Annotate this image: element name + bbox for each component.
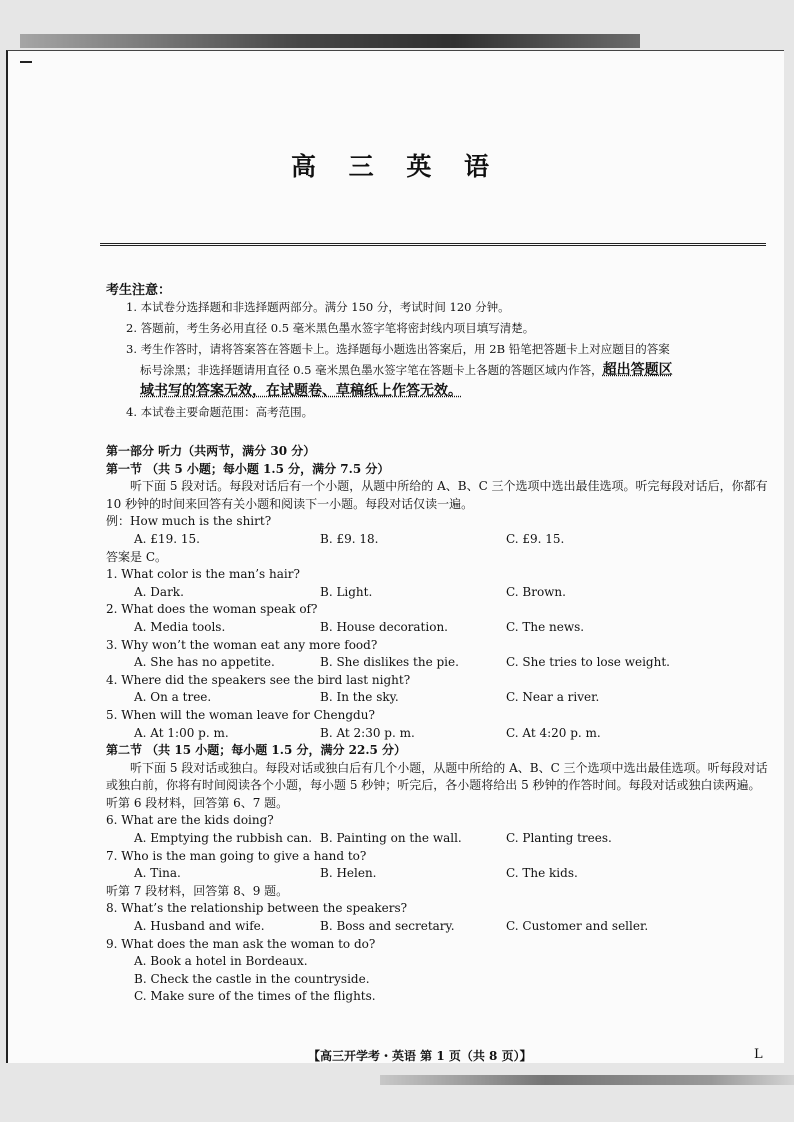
notice-heading: 考生注意： [106, 283, 172, 298]
option-b: B. Painting on the wall. [320, 831, 462, 846]
question-options [106, 584, 774, 602]
question-options [106, 865, 774, 883]
scan-shadow-top [20, 34, 640, 48]
notice-item [126, 381, 776, 402]
material-label: 听第 6 段材料，回答第 6、7 题。 [106, 795, 289, 810]
notice-emphasis: 域书写的答案无效，在试题卷、草稿纸上作答无效。 [140, 383, 462, 399]
question-options [106, 725, 774, 743]
question-options [106, 830, 774, 848]
page-title: 高 三 英 语 [290, 152, 502, 181]
part-heading: 第一部分 听力（共两节，满分 30 分） [106, 444, 316, 458]
option-b: B. £9. 18. [320, 531, 379, 546]
example-options [106, 531, 774, 549]
option-c: C. She tries to lose weight. [506, 655, 670, 670]
option-a: A. On a tree. [134, 690, 212, 705]
material-label: 听第 7 段材料，回答第 8、9 题。 [106, 883, 289, 898]
option-c: C. Make sure of the times of the flights. [134, 989, 376, 1004]
option-c: C. Brown. [506, 584, 566, 599]
title-divider [100, 243, 766, 246]
question: 3. Why won’t the woman eat any more food? [106, 637, 378, 652]
notice-item: 4. 本试卷主要命题范围：高考范围。 [126, 405, 314, 419]
option-a: A. She has no appetite. [134, 655, 275, 670]
option-a: A. Husband and wife. [134, 919, 265, 934]
question: 6. What are the kids doing? [106, 813, 274, 828]
option-c: C. Planting trees. [506, 831, 612, 846]
option-a: A. Media tools. [134, 619, 226, 634]
question: 8. What’s the relationship between the speakers? [106, 901, 408, 916]
option-a: A. Book a hotel in Bordeaux. [134, 954, 308, 969]
question-options [106, 654, 774, 672]
notice-item: 3. 考生作答时，请将答案答在答题卡上。选择题每小题选出答案后，用 2B 铅笔把答题卡上对应题目的答案 [126, 342, 670, 356]
option-b: B. At 2:30 p. m. [320, 725, 415, 740]
notice-item [126, 360, 776, 381]
option-c: C. Near a river. [506, 690, 600, 705]
question-options [106, 918, 774, 936]
option-b: B. In the sky. [320, 690, 399, 705]
page-footer: 【高三开学考・英语 第 1 页（共 8 页）】 [308, 1049, 532, 1063]
exam-page [6, 50, 784, 1063]
option-b: B. House decoration. [320, 619, 448, 634]
option-b: B. Helen. [320, 866, 377, 881]
paper-version-letter: L [754, 1047, 763, 1062]
question: 1. What color is the man’s hair? [106, 567, 300, 582]
option-a: A. Dark. [134, 584, 184, 599]
option-a: A. At 1:00 p. m. [134, 725, 229, 740]
notice-item: 1. 本试卷分选择题和非选择题两部分。满分 150 分，考试时间 120 分钟。 [126, 300, 510, 314]
question: 2. What does the woman speak of? [106, 602, 318, 617]
corner-mark [20, 61, 32, 63]
notice-item: 2. 答题前，考生务必用直径 0.5 毫米黑色墨水签字笔将密封线内项目填写清楚。 [126, 321, 535, 335]
option-c: C. The news. [506, 619, 585, 634]
question: 4. Where did the speakers see the bird last night? [106, 672, 411, 687]
option-c: C. The kids. [506, 866, 578, 881]
question: 9. What does the man ask the woman to do? [106, 936, 376, 951]
question-options [106, 619, 774, 637]
option-a: A. Tina. [134, 866, 181, 881]
option-b: B. Light. [320, 584, 373, 599]
option-b: B. Check the castle in the countryside. [134, 971, 370, 986]
section-intro: 听下面 5 段对话。每段对话后有一个小题，从题中所给的 A、B、C 三个选项中选出最佳选项。听完每段对话后，你都有 10 秒钟的时间来回答有关小题和阅读下一小题。每段对话仅读一遍。 [106, 479, 768, 511]
section-intro: 听下面 5 段对话或独白。每段对话或独白后有几个小题，从题中所给的 A、B、C 三个选项中选出最佳选项。听每段对话或独白前，你将有时间阅读各个小题，每小题 5 秒钟；听完后，各小题将给出 5 秒钟的作答时间。每段对话或独白读两遍。 [106, 760, 768, 793]
example-question: 例：How much is the shirt? [106, 514, 272, 529]
section-heading: 第二节 （共 15 小题；每小题 1.5 分，满分 22.5 分） [106, 743, 407, 758]
example-answer: 答案是 C。 [106, 549, 167, 564]
option-b: B. She dislikes the pie. [320, 655, 459, 670]
notice-item-text: 标号涂黑；非选择题请用直径 0.5 毫米黑色墨水签字笔在答题卡上各题的答题区域内作答， [140, 363, 603, 377]
option-c: C. At 4:20 p. m. [506, 725, 601, 740]
notice-emphasis: 超出答题区 [602, 362, 673, 378]
option-a: A. £19. 15. [134, 531, 200, 546]
section-heading: 第一节 （共 5 小题；每小题 1.5 分，满分 7.5 分） [106, 461, 390, 476]
question-options [106, 689, 774, 707]
question: 5. When will the woman leave for Chengdu? [106, 707, 375, 722]
notice-list [126, 297, 776, 423]
option-c: C. £9. 15. [506, 531, 565, 546]
listening-part [106, 443, 774, 1006]
option-b: B. Boss and secretary. [320, 919, 455, 934]
question: 7. Who is the man going to give a hand to? [106, 848, 367, 863]
option-a: A. Emptying the rubbish can. [134, 831, 313, 846]
option-c: C. Customer and seller. [506, 919, 649, 934]
scan-shadow-bottom [380, 1075, 794, 1085]
